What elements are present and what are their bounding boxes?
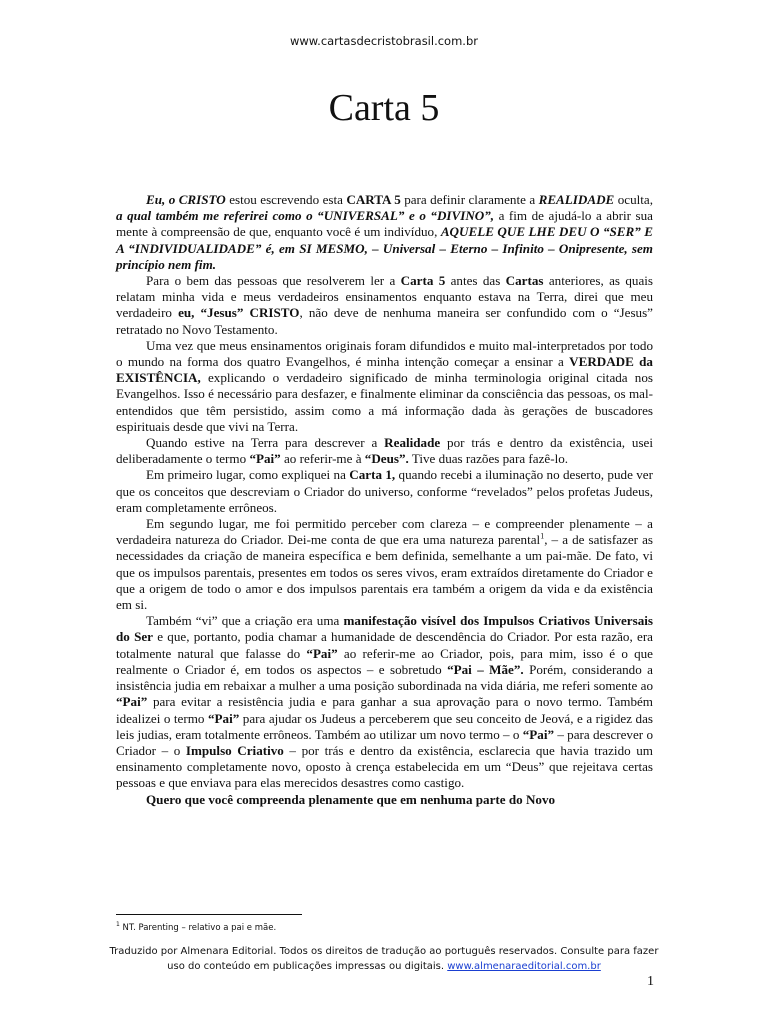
text-run: anteriores, as quais relatam minha vida e meus verdadeiros ensinamentos enquanto estava na Terra, direi que meu verdadeiro [116,273,653,321]
header-url: www.cartasdecristobrasil.com.br [290,34,478,48]
page-title: Carta 5 [328,87,440,129]
emphasis-text: AQUELE QUE LHE DEU O “SER” E A “INDIVIDUALIDADE” é, em SI MESMO, – Universal – Eterno – Infinito – Onipresente, sem princípio nem fim. [116,224,653,272]
bold-text: “Deus”. [364,451,409,467]
paragraph [116,516,653,613]
text-run: ao referir-me ao Criador, pois, para mim, isso é o que realmente o Criador é, em todos os aspectos – e sobretudo [116,645,653,677]
text-run: por trás e dentro da existência, usei deliberadamente o termo [116,435,653,467]
text-run: – por trás e dentro da existência, esclarecia que havia trazido um ensinamento completamente novo, oposto à crença estabelecida em um “Deus” que rejeitava certas pessoas e que enviava para elas merecidos desastres como castigo. [116,742,653,791]
paragraph [116,435,653,467]
text-run: estou escrevendo esta [225,192,347,207]
paragraph [116,613,653,791]
text-run: para definir claramente a [400,192,539,207]
text-run: antes das [445,273,506,289]
footnote [116,921,516,933]
text-run: Para o bem das pessoas que resolverem ler a [146,273,401,289]
paragraph [116,192,653,273]
text-run: quando recebi a iluminação no deserto, pude ver que os conceitos que descreviam o Criador do universo, conforme “revelados” pelos profetas Judeus, eram completamente errôneos. [116,467,653,515]
paragraph [116,273,653,338]
bold-text: VERDADE da EXISTÊNCIA, [116,354,653,386]
footnote-ref: 1 [540,531,545,541]
bold-text [116,208,494,223]
bold-text: eu, “Jesus” CRISTO [178,305,300,321]
text-run: Também “vi” que a criação era uma [146,613,344,629]
text-run: a fim de ajudá-lo a abrir sua mente à compreensão de que, enquanto você é um indivíduo, [116,208,653,240]
footnote-text: NT. Parenting – relativo a pai e mãe. [119,922,277,933]
footnote-number: 1 [116,921,120,928]
bold-text: “Pai” [207,710,240,726]
text-run: , não deve de nenhuma maneira ser confundido com o “Jesus” retratado no Novo Testamento. [116,305,653,337]
bold-text: Carta 5 [400,273,446,289]
emphasis-text: REALIDADE [538,192,615,207]
letter-body [116,192,653,808]
text-run: , – a de satisfazer as necessidades da criação de maneira específica e bem definida, semelhante a um pai-mãe. De fato, vi que os impulsos parentais, presentes em todos os seres vivos, eram extraídos diretamente do Criador e que a origem de todo o amor e dos impulsos parentais era também a origem da vida e da existência em si. [116,532,653,613]
bold-text: CARTA 5 [346,192,401,207]
translation-credits [100,944,668,974]
text-run: oculta, [614,192,653,207]
paragraph [116,338,653,435]
text-run: Uma vez que meus ensinamentos originais foram difundidos e muito mal-interpretados por todo o mundo na forma dos quatro Evangelhos, é minha intenção começar a ensinar a [116,337,653,370]
paragraph [116,792,653,808]
emphasis-text: a qual também me referirei como o “UNIVERSAL” e o “DIVINO”, [116,208,495,224]
bold-text: “Pai” [116,694,148,710]
bold-text [146,192,226,207]
bold-text: “Pai – Mãe”. [447,661,524,677]
publisher-link[interactable]: www.almenaraeditorial.com.br [447,961,601,972]
text-run: Porém, considerando a insistência judia em rebaixar a mulher a uma posição subordinada na vida diária, me referi somente ao [116,661,653,694]
emphasis-text: Eu, o CRISTO [146,192,226,207]
text-run: para evitar a resistência judia e para ganhar a sua aprovação para o novo termo. Também idealizei o termo [116,694,653,726]
credits-text: Traduzido por Almenara Editorial. Todos os direitos de tradução ao português reservados. Consulte para fazer uso do conteúdo em publicações impressas ou digitais. [109,946,659,972]
bold-text: manifestação visível dos Impulsos Criativos Universais do Ser [116,613,653,645]
text-run: – para descrever o Criador – o [116,726,653,758]
text-run: Em primeiro lugar, como expliquei na [146,467,350,483]
bold-text: “Pai” [306,645,338,661]
page-number: 1 [647,974,654,989]
paragraph [116,467,653,516]
footnote-divider [116,914,302,915]
bold-text: Carta 1, [349,467,396,483]
text-run: para ajudar os Judeus a perceberem que seu conceito de Jeová, e a rigidez das leis judias, eram totalmente errôneos. Também ao utilizar um novo termo – o [116,710,653,742]
text-run: Em segundo lugar, me foi permitido perceber com clareza – e compreender plenamente – a verdadeira natureza do Criador. Dei-me conta de que era uma natureza parental [116,516,653,548]
text-run: e que, portanto, podia chamar a humanidade de descendência do Criador. Por esta razão, era totalmente natural que falasse do [116,629,653,661]
bold-text: “Pai” [522,726,555,742]
bold-text: Quero que você compreenda plenamente que em nenhuma parte do Novo [146,791,556,807]
bold-text [539,192,615,207]
text-run: Quando estive na Terra para descrever a [146,435,385,451]
text-run: explicando o verdadeiro significado de minha terminologia original citada nos Evangelhos. Isso é necessário para desfazer, e finalmente eliminar da consciência das pessoas, os mal-entendidos que têm persistido, assim como a má informação dada às gerações de buscadores espirituais desde que vivi na Terra. [116,370,653,434]
text-run: ao referir-me à [280,451,365,467]
bold-text: Realidade [384,435,441,451]
bold-text: Cartas [505,273,544,289]
text-run: Tive duas razões para fazê-lo. [408,451,569,467]
bold-text: “Pai” [249,451,281,467]
bold-text: Impulso Criativo [185,742,284,758]
